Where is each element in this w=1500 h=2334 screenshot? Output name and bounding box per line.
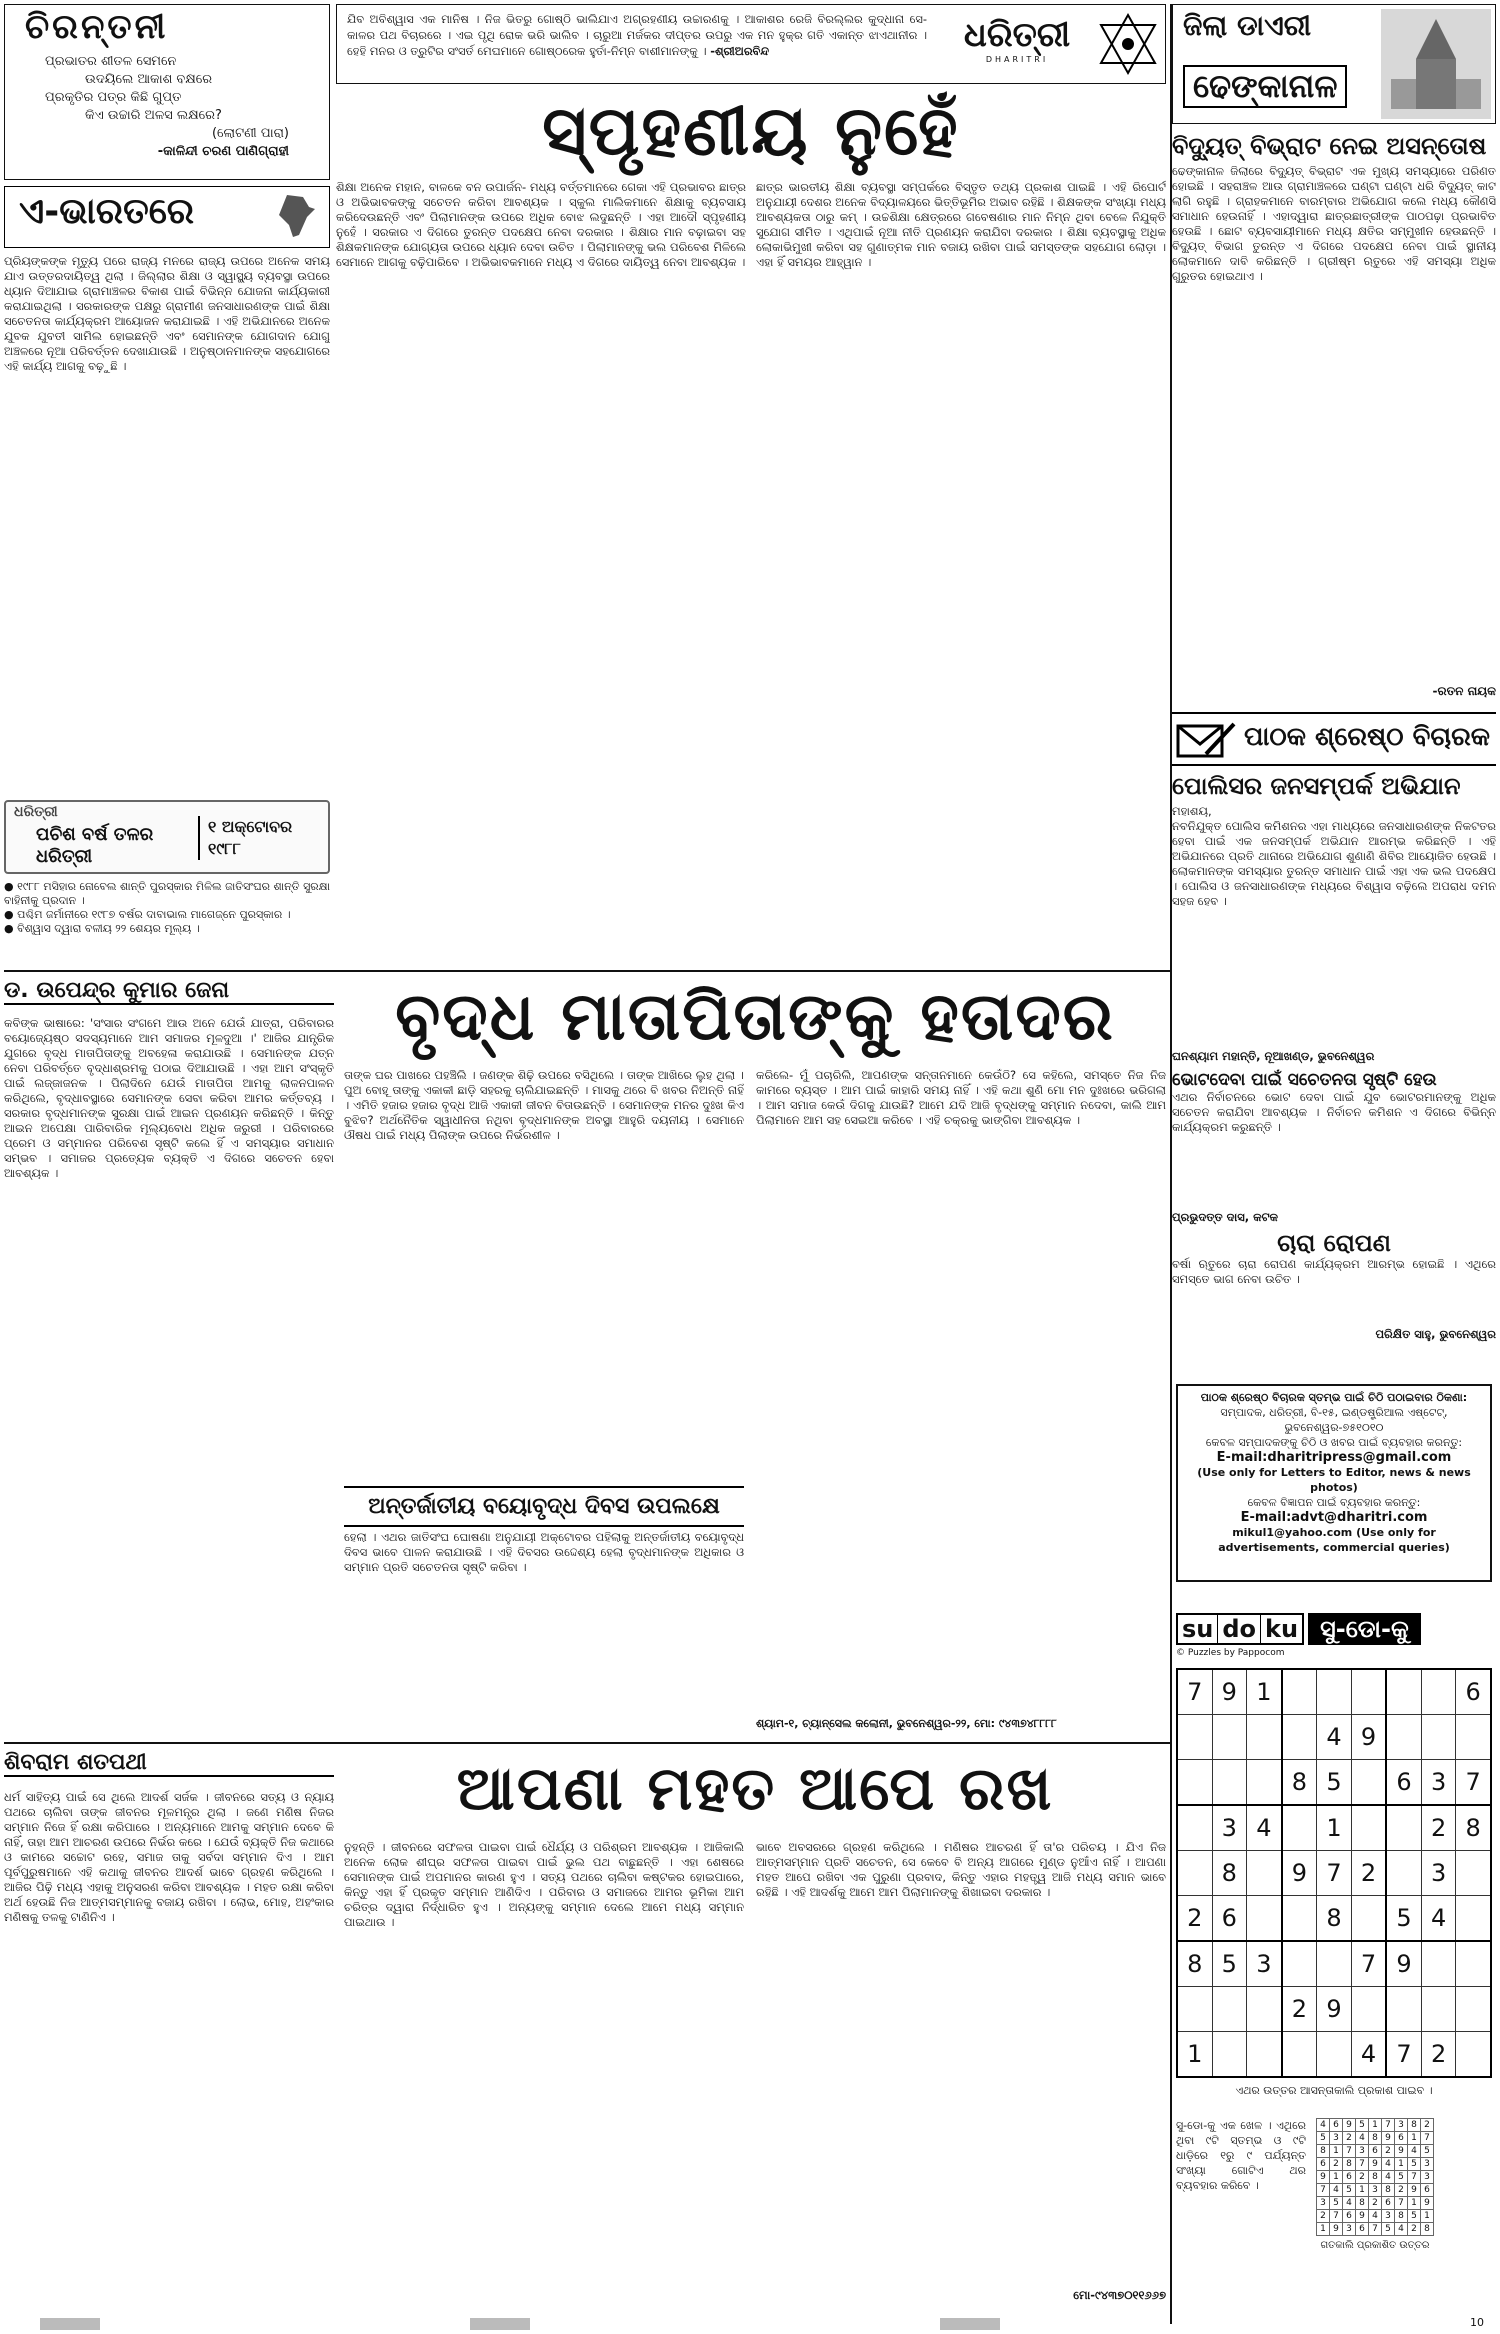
sudoku-cell[interactable] bbox=[1212, 2032, 1247, 2078]
solution-cell: 3 bbox=[1395, 2119, 1408, 2132]
vote-body: ଏଥର ନିର୍ବାଚନରେ ଭୋଟ ଦେବା ପାଇଁ ଯୁବ ଭୋଟରମାନଙ୍କୁ ଅଧିକ ସଚେତନ କରାଯିବା ଆବଶ୍ୟକ । ନିର୍ବାଚନ କମିଶନ ଏ ଦିଗରେ ବିଭିନ୍ନ କାର୍ଯ୍ୟକ୍ରମ କରୁଛନ୍ତି । bbox=[1172, 1090, 1496, 1134]
solution-cell: 6 bbox=[1343, 2210, 1356, 2223]
sudoku-cell[interactable] bbox=[1282, 2032, 1317, 2078]
divider bbox=[1170, 4, 1172, 2324]
solution-cell: 4 bbox=[1395, 2223, 1408, 2236]
chirantani-poem bbox=[5, 49, 329, 165]
sudoku-cell[interactable] bbox=[1247, 1760, 1282, 1806]
solution-cell: 4 bbox=[1382, 2171, 1395, 2184]
solution-cell: 8 bbox=[1369, 2132, 1382, 2145]
elder-signoff: ଶ୍ୟାମ-୧, ଚ୍ୟାନ୍ସେଲ କଲୋନୀ, ଭୁବନେଶ୍ୱର-୨୨, ମୋ: ୯୪୩୭୪୮୮୮୮ bbox=[756, 1717, 1057, 1730]
solution-cell: 1 bbox=[1421, 2210, 1434, 2223]
solution-cell: 7 bbox=[1421, 2132, 1434, 2145]
top-quote-text: ଯିବ ଅବିଶ୍ୱାସ ଏକ ମାନିଷ । ନିଜ ଭିତରୁ ଗୋଷ୍ଠି ଭାଲିଯାଏ ଅଗ୍ରହଣୀୟ ଉଚ୍ଚାରଣକୁ । ଆକାଶର ରେଜି ବିରଲ୍ଲର କୁଦ୍ଧାନା ସେ- କାଳର ପଥ ବିଚାରରେ । ଏଇ ପୃଥି ରୋକ ଭରି ଭାଲିବ । ଚାରୁଆ ମର୍ଜକର ଦୀପ୍ତର ଉପରୁ ଏକ ମନ ହୁକ୍ର ଗତି ଏକାନ୍ତ ଝାଏଥାନୀର । ହେହି ମନର ଓ ତ୍ରୁଟିର ସଂସର୍ତ ମେଘମାନେ ଗୋଷ୍ଠରେକ ହୁର୍ତା-ନିମ୍ନ ବାଶୀମାନଙ୍କୁ । -ଶ୍ରୀଅରବିନ୍ଦ bbox=[347, 12, 927, 58]
vote-signoff: ପ୍ରଭୁଦତ୍ତ ଦାସ, କଟକ bbox=[1172, 1210, 1279, 1224]
solution-cell: 2 bbox=[1395, 2184, 1408, 2197]
sudoku-cell[interactable]: 9 bbox=[1282, 1851, 1317, 1896]
bidyut-headline: ବିଦ୍ୟୁତ୍ ବିଭ୍ରାଟ ନେଇ ଅସନ୍ତୋଷ bbox=[1172, 132, 1487, 160]
solution-cell: 2 bbox=[1369, 2197, 1382, 2210]
letters-section bbox=[1172, 772, 1496, 1372]
solution-cell: 1 bbox=[1369, 2119, 1382, 2132]
apana-col-3: ଭାବେ ଅବସରରେ ଗ୍ରହଣ କରିଥିଲେ । ମଣିଷର ଆଚରଣ ହିଁ ତା'ର ପରିଚୟ । ଯିଏ ନିଜ ଆତ୍ମସମ୍ମାନ ପ୍ରତି ସଚେତନ, ସେ କେବେ ବି ଅନ୍ୟ ଆଗରେ ମୁଣ୍ଡ ନୁଆଁଏ ନାହିଁ । ଆପଣା ମହତ ଆପେ ରଖିବା ଏକ ପୁରୁଣା ପ୍ରବାଦ, କିନ୍ତୁ ଏହାର ମହତ୍ତ୍ୱ ଆଜି ମଧ୍ୟ ସମାନ ଭାବେ ରହିଛି । ଏହି ଆଦର୍ଶକୁ ଆମେ ଆମ ପିଲାମାନଙ୍କୁ ଶିଖାଇବା ଦରକାର । bbox=[756, 1840, 1166, 1899]
sudoku-cell[interactable]: 9 bbox=[1317, 1987, 1352, 2032]
elder-sub-body: ହେଲା । ଏଥର ଜାତିସଂଘ ଘୋଷଣା ଅନୁଯାୟୀ ଅକ୍ଟୋବର ପହିଲାକୁ ଅନ୍ତର୍ଜାତୀୟ ବୟୋବୃଦ୍ଧ ଦିବସ ଭାବେ ପାଳନ କରାଯାଉଛି । ଏହି ଦିବସର ଉଦ୍ଦେଶ୍ୟ ହେଲା ବୃଦ୍ଧମାନଙ୍କ ଅଧିକାର ଓ ସମ୍ମାନ ପ୍ରତି ସଚେତନତା ସୃଷ୍ଟି କରିବା । bbox=[344, 1530, 744, 1574]
solution-cell: 6 bbox=[1343, 2171, 1356, 2184]
chirantani-box bbox=[4, 4, 330, 180]
chirantani-title: ଚିରନ୍ତନୀ bbox=[25, 7, 169, 47]
sudoku-cell[interactable]: 4 bbox=[1421, 1896, 1456, 1942]
poem-line: କିଏ ଉଚ୍ଚାରି ଅଳସ ଲକ୍ଷରେ? bbox=[85, 108, 222, 123]
envelope-pen-icon bbox=[1176, 720, 1236, 760]
tree-headline: ଚାରା ରୋପଣ bbox=[1277, 1229, 1391, 1257]
temple-photo bbox=[1381, 9, 1491, 119]
solution-cell: 4 bbox=[1356, 2132, 1369, 2145]
solution-cell: 1 bbox=[1330, 2145, 1343, 2158]
solution-cell: 9 bbox=[1408, 2184, 1421, 2197]
sudoku-cell[interactable]: 2 bbox=[1421, 2032, 1456, 2078]
sudoku-cell[interactable]: 1 bbox=[1247, 1669, 1282, 1715]
solution-cell: 2 bbox=[1343, 2132, 1356, 2145]
dharitri-25-box bbox=[4, 800, 330, 970]
district-label: ଜିଲା ଡାଏରୀ bbox=[1183, 9, 1312, 42]
solution-cell: 8 bbox=[1343, 2158, 1356, 2171]
sudoku-cell[interactable]: 3 bbox=[1247, 1941, 1282, 1987]
sudoku-cell[interactable] bbox=[1177, 1851, 1212, 1896]
poem-line: ଉଦୟିଲେ ଆକାଶ ବକ୍ଷରେ bbox=[85, 72, 213, 87]
dharitri-25-header: ଧରିତ୍ରୀ ପଚିଶ ବର୍ଷ ତଳର ଧରିତ୍ରୀ ୧ ଅକ୍ଟୋବର ୧୯୮୮ bbox=[4, 800, 330, 874]
bidyut-section bbox=[1172, 128, 1496, 708]
sudoku-cell[interactable] bbox=[1282, 1669, 1317, 1715]
sudoku-cell[interactable]: 6 bbox=[1386, 1760, 1421, 1806]
sudoku-cell[interactable] bbox=[1351, 1669, 1386, 1715]
sudoku-brand-sub: © Puzzles by Pappocom bbox=[1176, 1648, 1285, 1658]
solution-cell: 1 bbox=[1356, 2184, 1369, 2197]
sudoku-cell[interactable] bbox=[1282, 1941, 1317, 1987]
solution-cell: 7 bbox=[1382, 2119, 1395, 2132]
tree-body: ବର୍ଷା ଋତୁରେ ଚାରା ରୋପଣ କାର୍ଯ୍ୟକ୍ରମ ଆରମ୍ଭ ହୋଇଛି । ଏଥିରେ ସମସ୍ତେ ଭାଗ ନେବା ଉଚିତ । bbox=[1172, 1257, 1496, 1286]
sudoku-cell[interactable] bbox=[1351, 1805, 1386, 1851]
sudoku-cell[interactable]: 8 bbox=[1456, 1805, 1491, 1851]
solution-cell: 2 bbox=[1356, 2171, 1369, 2184]
police-salute: ମହାଶୟ, bbox=[1172, 804, 1212, 818]
sudoku-cell[interactable]: 6 bbox=[1456, 1669, 1491, 1715]
solution-cell: 8 bbox=[1408, 2119, 1421, 2132]
sudoku-cell[interactable] bbox=[1456, 1896, 1491, 1942]
sudoku-cell[interactable]: 5 bbox=[1212, 1941, 1247, 1987]
sudoku-cell[interactable]: 1 bbox=[1317, 1805, 1352, 1851]
sudoku-cell[interactable]: 2 bbox=[1177, 1896, 1212, 1942]
contact-email1-label: କେବଳ ସମ୍ପାଦକଙ୍କୁ ଚିଠି ଓ ଖବର ପାଇଁ ବ୍ୟବହାର କରନ୍ତୁ: bbox=[1205, 1436, 1463, 1449]
sudoku-cell[interactable] bbox=[1282, 1805, 1317, 1851]
contact-box bbox=[1176, 1384, 1492, 1582]
poem-line: ପ୍ରକୃତିର ପତ୍ର କିଛି ଗୁପ୍ତ bbox=[45, 90, 182, 105]
solution-cell: 3 bbox=[1356, 2145, 1369, 2158]
elder-col-1: କବିଙ୍କ ଭାଷାରେ: 'ସଂସାର ସଂଗମେ ଆଉ ଅନେ ଯେଉଁ ଯାତ୍ରା, ପରିବାରର ବୟୋଜ୍ୟେଷ୍ଠ ସଦସ୍ୟମାନେ ଆମ ସମାଜର ମୂଳଦୁଆ ।' ଆଜିର ଯାନ୍ତ୍ରିକ ଯୁଗରେ ବୃଦ୍ଧ ମାତାପିତାଙ୍କୁ ଅବହେଳା କରାଯାଉଛି । ସେମାନଙ୍କ ଯତ୍ନ ନେବା ପରିବର୍ତ୍ତେ ବୃଦ୍ଧାଶ୍ରମକୁ ପଠାଇ ଦିଆଯାଉଛି । ଏହା ଆମ ସଂସ୍କୃତି ପାଇଁ ଲଜ୍ଜାଜନକ । ପିଲାଦିନେ ଯେଉଁ ମାତାପିତା ଆମକୁ ଲାଳନପାଳନ କରିଥିଲେ, ବୃଦ୍ଧାବସ୍ଥାରେ ସେମାନଙ୍କ ସେବା କରିବା ଆମର କର୍ତ୍ତବ୍ୟ । ସରକାର ବୃଦ୍ଧମାନଙ୍କ ସୁରକ୍ଷା ପାଇଁ ଆଇନ ପ୍ରଣୟନ କରିଛନ୍ତି । କିନ୍ତୁ ଆଇନ ଅପେକ୍ଷା ପାରିବାରିକ ମୂଲ୍ୟବୋଧ ଅଧିକ ଜରୁରୀ । ପରିବାରରେ ପ୍ରେମ ଓ ସମ୍ମାନର ପରିବେଶ ସୃଷ୍ଟି କଲେ ହିଁ ଏ ସମସ୍ୟାର ସମାଧାନ ସମ୍ଭବ । ସମାଜର ପ୍ରତ୍ୟେକ ବ୍ୟକ୍ତି ଏ ଦିଗରେ ସଚେତନ ହେବା ଆବଶ୍ୟକ । bbox=[4, 1016, 334, 1180]
solution-cell: 1 bbox=[1408, 2132, 1421, 2145]
sudoku-cell[interactable]: 3 bbox=[1212, 1805, 1247, 1851]
star-emblem-icon bbox=[1097, 11, 1159, 77]
elder-col-2: ତାଙ୍କ ଘର ପାଖରେ ପହଞ୍ଚିଲି । ଜଣଙ୍କ ଶିଢ଼ି ଉପରେ ବସିଥିଲେ । ତାଙ୍କ ଆଖିରେ ଲୁହ ଥିଲା । ପୁଅ ବୋହୂ ତାଙ୍କୁ ଏକାକୀ ଛାଡ଼ି ସହରକୁ ଚାଲିଯାଇଛନ୍ତି । ମାସକୁ ଥରେ ବି ଖବର ନିଅନ୍ତି ନାହିଁ । ଏମିତି ହଜାର ହଜାର ବୃଦ୍ଧ ଆଜି ଏକାକୀ ଜୀବନ ବିତାଉଛନ୍ତି । ସେମାନଙ୍କ ମନର ଦୁଃଖ କିଏ ବୁଝିବ? ଅର୍ଥନୈତିକ ସ୍ୱାଧୀନତା ନଥିବା ବୃଦ୍ଧମାନଙ୍କ ଅବସ୍ଥା ଆହୁରି ଦୟନୀୟ । ସେମାନେ ଔଷଧ ପାଇଁ ମଧ୍ୟ ପିଲାଙ୍କ ଉପରେ ନିର୍ଭରଶୀଳ । bbox=[344, 1068, 744, 1142]
sudoku-cell[interactable]: 3 bbox=[1421, 1851, 1456, 1896]
solution-cell: 1 bbox=[1330, 2171, 1343, 2184]
sudoku-cell[interactable] bbox=[1386, 1669, 1421, 1715]
divider bbox=[4, 970, 1170, 972]
solution-cell: 5 bbox=[1408, 2210, 1421, 2223]
sudoku-cell[interactable] bbox=[1247, 2032, 1282, 2078]
solution-cell: 4 bbox=[1317, 2119, 1330, 2132]
footer-bar-right bbox=[940, 2318, 1000, 2330]
sudoku-cell[interactable]: 5 bbox=[1317, 1760, 1352, 1806]
sudoku-cell[interactable] bbox=[1351, 1760, 1386, 1806]
solution-cell: 5 bbox=[1317, 2132, 1330, 2145]
sudoku-cell[interactable]: 2 bbox=[1421, 1805, 1456, 1851]
sudoku-cell[interactable]: 8 bbox=[1317, 1896, 1352, 1942]
sudoku-cell[interactable]: 8 bbox=[1212, 1851, 1247, 1896]
divider bbox=[4, 1742, 1170, 1744]
police-body: ନବନିଯୁକ୍ତ ପୋଲିସ କମିଶନର ଏହା ମାଧ୍ୟରେ ଜନସାଧାରଣଙ୍କ ନିକଟତର ହେବା ପାଇଁ ଏକ ଜନସମ୍ପର୍କ ଅଭିଯାନ ଆରମ୍ଭ କରିଛନ୍ତି । ଏହି ଅଭିଯାନରେ ପ୍ରତି ଥାନାରେ ଅଭିଯୋଗ ଶୁଣାଣି ଶିବିର ଆୟୋଜିତ ହେଉଛି । ଲୋକମାନଙ୍କ ସମସ୍ୟାର ତୁରନ୍ତ ସମାଧାନ ପାଇଁ ଏହା ଏକ ଭଲ ପଦକ୍ଷେପ । ପୋଲିସ ଓ ଜନସାଧାରଣଙ୍କ ମଧ୍ୟରେ ବିଶ୍ୱାସ ବଢ଼ିଲେ ଅପରାଧ ଦମନ ସହଜ ହେବ । bbox=[1172, 819, 1496, 908]
contact-email2[interactable]: E-mail:advt@dharitri.com bbox=[1240, 1510, 1428, 1525]
sudoku-cell[interactable]: 7 bbox=[1386, 2032, 1421, 2078]
sudoku-cell[interactable] bbox=[1212, 1715, 1247, 1760]
lead-headline: ସ୍ପୃହଣୀୟ ନୁହେଁ bbox=[542, 92, 960, 171]
sudoku-cell[interactable] bbox=[1421, 1987, 1456, 2032]
top-quote-box bbox=[336, 4, 1166, 84]
solution-cell: 3 bbox=[1382, 2210, 1395, 2223]
solution-cell: 9 bbox=[1356, 2210, 1369, 2223]
solution-cell: 3 bbox=[1421, 2158, 1434, 2171]
solution-cell: 2 bbox=[1421, 2119, 1434, 2132]
solution-cell: 6 bbox=[1395, 2132, 1408, 2145]
solution-cell: 5 bbox=[1330, 2197, 1343, 2210]
sudoku-cell[interactable] bbox=[1247, 1896, 1282, 1942]
solution-cell: 5 bbox=[1356, 2119, 1369, 2132]
poem-source: (ଲୋଟଣୀ ପାରା) bbox=[211, 126, 289, 141]
sudoku-cell[interactable] bbox=[1456, 1987, 1491, 2032]
sudoku-cell[interactable]: 7 bbox=[1317, 1851, 1352, 1896]
district-diary-box bbox=[1172, 4, 1496, 124]
sudoku-cell[interactable]: 9 bbox=[1212, 1669, 1247, 1715]
solution-cell: 9 bbox=[1317, 2171, 1330, 2184]
elder-col-3: କରିଲେ- ମୁଁ ପଚାରିଲି, ଆପଣଙ୍କ ସନ୍ତାନମାନେ କେଉଁଠି? ସେ କହିଲେ, ସମସ୍ତେ ନିଜ ନିଜ କାମରେ ବ୍ୟସ୍ତ । ଆମ ପାଇଁ କାହାରି ସମୟ ନାହିଁ । ଏହି କଥା ଶୁଣି ମୋ ମନ ଦୁଃଖରେ ଭରିଗଲା । ଆମ ସମାଜ କେଉଁ ଦିଗକୁ ଯାଉଛି? ଆମେ ଯଦି ଆଜି ବୃଦ୍ଧଙ୍କୁ ସମ୍ମାନ ନଦେବା, କାଲି ଆମ ପିଲାମାନେ ଆମ ସହ ସେଇଆ କରିବେ । ଏହି ଚକ୍ରକୁ ଭାଙ୍ଗିବା ଆବଶ୍ୟକ । bbox=[756, 1068, 1166, 1127]
e-bharat-section bbox=[4, 186, 330, 796]
sudoku-cell[interactable] bbox=[1177, 1760, 1212, 1806]
tree-signoff: ପରିକ୍ଷିତ ସାହୁ, ଭୁବନେଶ୍ୱର bbox=[1375, 1327, 1496, 1341]
sudoku-cell[interactable] bbox=[1386, 1851, 1421, 1896]
solution-cell: 9 bbox=[1421, 2197, 1434, 2210]
sudoku-cell[interactable] bbox=[1456, 2032, 1491, 2078]
footer-bar-left bbox=[40, 2318, 100, 2330]
solution-cell: 6 bbox=[1382, 2197, 1395, 2210]
sudoku-cell[interactable]: 2 bbox=[1351, 1851, 1386, 1896]
sudoku-cell[interactable]: 4 bbox=[1351, 2032, 1386, 2078]
solution-cell: 5 bbox=[1408, 2158, 1421, 2171]
contact-email1[interactable]: E-mail:dharitripress@gmail.com bbox=[1216, 1450, 1452, 1465]
apana-col-2: ନୁହନ୍ତି । ଜୀବନରେ ସଫଳତା ପାଇବା ପାଇଁ ଧୈର୍ଯ୍ୟ ଓ ପରିଶ୍ରମ ଆବଶ୍ୟକ । ଆଜିକାଲି ଅନେକ ଲୋକ ଶୀଘ୍ର ସଫଳତା ପାଇବା ପାଇଁ ଭୁଲ ପଥ ବାଛୁଛନ୍ତି । ଏହା ଶେଷରେ ସେମାନଙ୍କ ପାଇଁ ଅପମାନର କାରଣ ହୁଏ । ସତ୍ୟ ପଥରେ ଚାଲିବା କଷ୍ଟକର ହୋଇପାରେ, କିନ୍ତୁ ଏହା ହିଁ ପ୍ରକୃତ ସମ୍ମାନ ଆଣିଦିଏ । ପରିବାର ଓ ସମାଜରେ ଆମର ଭୂମିକା ଆମ ଚରିତ୍ର ଦ୍ୱାରା ନିର୍ଦ୍ଧାରିତ ହୁଏ । ଅନ୍ୟଙ୍କୁ ସମ୍ମାନ ଦେଲେ ଆମେ ମଧ୍ୟ ସମ୍ମାନ ପାଇଥାଉ । bbox=[344, 1840, 744, 1929]
sudoku-section bbox=[1176, 1604, 1492, 2324]
sudoku-cell[interactable] bbox=[1421, 1669, 1456, 1715]
sudoku-cell[interactable] bbox=[1247, 1851, 1282, 1896]
solution-cell: 6 bbox=[1330, 2119, 1343, 2132]
sudoku-cell[interactable] bbox=[1386, 1715, 1421, 1760]
bullet-item: ● ବିଶ୍ୱାସ ଦ୍ୱାରା ବଳୀୟ ୨୨ ଶେୟର ମୂଲ୍ୟ । bbox=[4, 922, 200, 935]
solution-cell: 5 bbox=[1395, 2171, 1408, 2184]
sudoku-cell[interactable]: 5 bbox=[1386, 1896, 1421, 1942]
sudoku-cell[interactable] bbox=[1282, 1896, 1317, 1942]
solution-cell: 7 bbox=[1395, 2197, 1408, 2210]
poem-author: -କାଳିନ୍ଦୀ ଚରଣ ପାଣିଗ୍ରାହୀ bbox=[157, 144, 289, 159]
solution-cell: 7 bbox=[1317, 2184, 1330, 2197]
bullet-item: ● ପଶ୍ଚିମ ଜର୍ମାନୀରେ ୧୯୮୭ ବର୍ଷର ଦାବାଭାଲ ମାଗେଜ୍‌ନେ ପୁରସ୍କାର । bbox=[4, 908, 291, 921]
solution-cell: 7 bbox=[1356, 2158, 1369, 2171]
sudoku-cell[interactable]: 7 bbox=[1351, 1941, 1386, 1987]
solution-cell: 2 bbox=[1408, 2223, 1421, 2236]
elder-headline: ବୃଦ୍ଧ ମାତାପିତାଙ୍କୁ ହତାଦର bbox=[395, 978, 1115, 1055]
e-bharat-header: ଏ-ଭାରତରେ bbox=[4, 186, 330, 248]
sudoku-cell[interactable] bbox=[1177, 1805, 1212, 1851]
solution-cell: 4 bbox=[1343, 2197, 1356, 2210]
sudoku-cell[interactable] bbox=[1317, 1941, 1352, 1987]
sudoku-cell[interactable] bbox=[1177, 1715, 1212, 1760]
sudoku-cell[interactable]: 7 bbox=[1177, 1669, 1212, 1715]
sudoku-cell[interactable] bbox=[1177, 1987, 1212, 2032]
contact-email1-note: (Use only for Letters to Editor, news & news photos) bbox=[1197, 1466, 1471, 1494]
sudoku-cell[interactable] bbox=[1386, 1805, 1421, 1851]
solution-cell: 8 bbox=[1395, 2210, 1408, 2223]
solution-cell: 9 bbox=[1330, 2223, 1343, 2236]
sudoku-cell[interactable] bbox=[1456, 1941, 1491, 1987]
solution-cell: 8 bbox=[1382, 2184, 1395, 2197]
solution-cell: 3 bbox=[1343, 2223, 1356, 2236]
solution-cell: 2 bbox=[1317, 2210, 1330, 2223]
sudoku-brand: su do ku ସୁ-ଡୋ-କୁ bbox=[1176, 1604, 1492, 1654]
page-number: 10 bbox=[1470, 2316, 1484, 2329]
solution-cell: 7 bbox=[1330, 2210, 1343, 2223]
solution-cell: 2 bbox=[1330, 2158, 1343, 2171]
poem-line: ପ୍ରଭାତର ଶୀତଳ ସେମନେ bbox=[45, 54, 177, 69]
solution-cell: 4 bbox=[1408, 2145, 1421, 2158]
solution-cell: 2 bbox=[1382, 2145, 1395, 2158]
solution-cell: 1 bbox=[1317, 2223, 1330, 2236]
sudoku-cell[interactable] bbox=[1351, 1896, 1386, 1942]
sudoku-cell[interactable]: 1 bbox=[1177, 2032, 1212, 2078]
sudoku-cell[interactable] bbox=[1247, 1987, 1282, 2032]
solution-cell: 9 bbox=[1343, 2119, 1356, 2132]
sudoku-rules: ସୁ-ଡୋ-କୁ ଏକ ଖେଳ । ଏଥିରେ ଥିବା ୯ଟି ସ୍ତମ୍ଭ ଓ ୯ଟି ଧାଡ଼ିରେ ୧ରୁ ୯ ପର୍ଯ୍ୟନ୍ତ ସଂଖ୍ୟା ଗୋଟିଏ ଥର ବ୍ୟବହାର କରିବେ । bbox=[1176, 2119, 1306, 2192]
solution-cell: 5 bbox=[1421, 2145, 1434, 2158]
apana-signoff: ମୋ-୯୪୩୭୦୧୧୬୬୭ bbox=[1073, 2288, 1166, 2302]
bidyut-body: ଢେଙ୍କାନାଳ ଜିଲାରେ ବିଦ୍ୟୁତ୍ ବିଭ୍ରାଟ ଏକ ମୁଖ୍ୟ ସମସ୍ୟାରେ ପରିଣତ ହୋଇଛି । ସହରାଞ୍ଚଳ ଆଉ ଗ୍ରାମାଞ୍ଚଳରେ ଘଣ୍ଟା ଘଣ୍ଟା ଧରି ବିଦ୍ୟୁତ୍ କାଟ ଲାଗି ରହୁଛି । ଗ୍ରାହକମାନେ ବାରମ୍ବାର ଅଭିଯୋଗ କଲେ ମଧ୍ୟ କୌଣସି ସମାଧାନ ହେଉନାହିଁ । ଏହାଦ୍ୱାରା ଛାତ୍ରଛାତ୍ରୀଙ୍କ ପାଠପଢ଼ା ପ୍ରଭାବିତ ହେଉଛି । ଛୋଟ ବ୍ୟବସାୟୀମାନେ ମଧ୍ୟ କ୍ଷତିର ସମ୍ମୁଖୀନ ହେଉଛନ୍ତି । ବିଦ୍ୟୁତ୍ ବିଭାଗ ତୁରନ୍ତ ଏ ଦିଗରେ ପଦକ୍ଷେପ ନେବା ପାଇଁ ସ୍ଥାନୀୟ ଲୋକମାନେ ଦାବି କରିଛନ୍ତି । ଗ୍ରୀଷ୍ମ ଋତୁରେ ଏହି ସମସ୍ୟା ଅଧିକ ଗୁରୁତର ହୋଇଥାଏ । bbox=[1172, 164, 1496, 283]
solution-cell: 8 bbox=[1369, 2171, 1382, 2184]
masthead-logo: ଧରିତ୍ରୀ DHARITRI bbox=[963, 15, 1071, 64]
quote-author: -ଶ୍ରୀଅରବିନ୍ଦ bbox=[710, 44, 770, 58]
solution-cell: 4 bbox=[1369, 2210, 1382, 2223]
solution-cell: 8 bbox=[1421, 2223, 1434, 2236]
solution-cell: 6 bbox=[1421, 2184, 1434, 2197]
solution-cell: 4 bbox=[1382, 2158, 1395, 2171]
solution-cell: 9 bbox=[1395, 2145, 1408, 2158]
sudoku-grid[interactable] bbox=[1176, 1668, 1492, 2078]
solution-cell: 3 bbox=[1317, 2197, 1330, 2210]
solution-cell: 3 bbox=[1330, 2132, 1343, 2145]
bullet-item: ● ୧୯୮୮ ମସିହାର ନୋବେଲ ଶାନ୍ତି ପୁରସ୍କାର ମିଳିଲ ଜାତିସଂଘର ଶାନ୍ତି ସୁରକ୍ଷା ବାହିନୀକୁ ପ୍ରଦାନ । bbox=[4, 880, 330, 907]
solution-cell: 4 bbox=[1330, 2184, 1343, 2197]
solution-cell: 1 bbox=[1408, 2197, 1421, 2210]
pathaka-header: ପାଠକ ଶ୍ରେଷ୍ଠ ବିଚାରକ bbox=[1172, 712, 1496, 766]
sudoku-cell[interactable] bbox=[1317, 1669, 1352, 1715]
sudoku-cell[interactable] bbox=[1456, 1851, 1491, 1896]
e-bharat-body: ପ୍ରିୟଙ୍କଙ୍କ ମୃତ୍ୟୁ ପରେ ରାଜ୍ୟ ମନରେ ରାଜ୍ୟ ଉପରେ ଅନେକ ସମୟ ଯାଏ ଉତ୍ତରଦାୟିତ୍ୱ ଥିଲା । ଜିଲ୍ଲାର ଶିକ୍ଷା ଓ ସ୍ୱାସ୍ଥ୍ୟ ବ୍ୟବସ୍ଥା ଉପରେ ଧ୍ୟାନ ଦିଆଯାଇ ଗ୍ରାମାଞ୍ଚଳର ବିକାଶ ପାଇଁ ବିଭିନ୍ନ ଯୋଜନା କାର୍ଯ୍ୟକାରୀ କରାଯାଇଥିଲା । ସରକାରଙ୍କ ପକ୍ଷରୁ ଗ୍ରାମୀଣ ଜନସାଧାରଣଙ୍କ ପାଇଁ ଶିକ୍ଷା ସଚେତନତା କାର୍ଯ୍ୟକ୍ରମ ଆୟୋଜନ କରାଯାଇଛି । ଏହି ଅଭିଯାନରେ ଅନେକ ଯୁବକ ଯୁବତୀ ସାମିଲ ହୋଇଛନ୍ତି ଏବଂ ସେମାନଙ୍କ ଯୋଗଦାନ ଯୋଗୁ ଅଞ୍ଚଳରେ ନୂଆ ପରିବର୍ତ୍ତନ ଦେଖାଯାଉଛି । ଅନୁଷ୍ଠାନମାନଙ୍କ ସହଯୋଗରେ ଏହି କାର୍ଯ୍ୟ ଆଗକୁ ବଢ଼ୁଛି । bbox=[4, 254, 330, 373]
dharitri-25-bullets bbox=[4, 880, 330, 936]
solution-cell: 6 bbox=[1369, 2145, 1382, 2158]
sudoku-cell[interactable]: 8 bbox=[1282, 1760, 1317, 1806]
solution-cell: 7 bbox=[1408, 2171, 1421, 2184]
sudoku-cell[interactable] bbox=[1351, 1987, 1386, 2032]
contact-email2-label: କେବଳ ବିଜ୍ଞାପନ ପାଇଁ ବ୍ୟବହାର କରନ୍ତୁ: bbox=[1247, 1496, 1421, 1509]
lead-col-2: ଛାତ୍ର ଭାରତୀୟ ଶିକ୍ଷା ବ୍ୟବସ୍ଥା ସମ୍ପର୍କରେ ବିସ୍ତୃତ ତଥ୍ୟ ପ୍ରକାଶ ପାଇଛି । ଏହି ରିପୋର୍ଟ ଅନୁଯାୟୀ ଦେଶର ଅନେକ ବିଦ୍ୟାଳୟରେ ଭିତ୍ତିଭୂମିର ଅଭାବ ରହିଛି । ଶିକ୍ଷକଙ୍କ ସଂଖ୍ୟା ମଧ୍ୟ ଆବଶ୍ୟକତା ଠାରୁ କମ୍ । ଉଚ୍ଚଶିକ୍ଷା କ୍ଷେତ୍ରରେ ଗବେଷଣାର ମାନ ନିମ୍ନ ଥିବା ବେଳେ ନିଯୁକ୍ତି ସୁଯୋଗ ସୀମିତ । ଏଥିପାଇଁ ନୂଆ ନୀତି ପ୍ରଣୟନ କରାଯିବା ଦରକାର । ଶିକ୍ଷା ବ୍ୟବସ୍ଥାକୁ ଅଧିକ ଲୋକାଭିମୁଖୀ କରିବା ସହ ଗୁଣାତ୍ମକ ମାନ ବଜାୟ ରଖିବା ପାଇଁ ସମସ୍ତଙ୍କ ସହଯୋଗ ଲୋଡ଼ା । ଏହା ହିଁ ସମୟର ଆହ୍ୱାନ । bbox=[756, 180, 1166, 269]
sudoku-cell[interactable]: 6 bbox=[1212, 1896, 1247, 1942]
contact-email2-note: advertisements, commercial queries) bbox=[1218, 1541, 1450, 1554]
sudoku-cell[interactable] bbox=[1212, 1987, 1247, 2032]
police-signoff: ଘନଶ୍ୟାମ ମହାନ୍ତି, ନୂଆଖଣ୍ଡ, ଭୁବନେଶ୍ୱର bbox=[1172, 1049, 1375, 1063]
bidyut-author: -ରତନ ନାୟକ bbox=[1432, 684, 1496, 698]
sudoku-cell[interactable] bbox=[1212, 1760, 1247, 1806]
india-map-icon bbox=[269, 191, 319, 241]
solution-cell: 3 bbox=[1369, 2184, 1382, 2197]
contact-heading: ପାଠକ ଶ୍ରେଷ୍ଠ ବିଚାରକ ସ୍ତମ୍ଭ ପାଇଁ ଚିଠି ପଠାଇବାର ଠିକଣା: bbox=[1200, 1391, 1468, 1404]
elder-author: ଡ. ଉପେନ୍ଦ୍ର କୁମାର ଜେନା bbox=[4, 978, 334, 1005]
police-headline: ପୋଲିସର ଜନସମ୍ପର୍କ ଅଭିଯାନ bbox=[1172, 772, 1461, 800]
solution-cell: 8 bbox=[1317, 2145, 1330, 2158]
solution-cell: 3 bbox=[1421, 2171, 1434, 2184]
sudoku-cell[interactable]: 2 bbox=[1282, 1987, 1317, 2032]
sudoku-cell[interactable] bbox=[1317, 2032, 1352, 2078]
sudoku-cell[interactable] bbox=[1421, 1715, 1456, 1760]
sudoku-cell[interactable]: 4 bbox=[1317, 1715, 1352, 1760]
contact-address: ସମ୍ପାଦକ, ଧରିତ୍ରୀ, ବି-୧୫, ଇଣ୍ଡଷ୍ଟ୍ରିଆଲ ଏଷ୍ଟେଟ୍, ଭୁବନେଶ୍ୱର-୭୫୧୦୧୦ bbox=[1220, 1406, 1448, 1434]
footer-bar-center bbox=[470, 2318, 530, 2330]
apana-col-1: ଧର୍ମ ସାହିତ୍ୟ ପାଇଁ ସେ ଥିଲେ ଆଦର୍ଶ ସର୍ଜକ । ଜୀବନରେ ସତ୍ୟ ଓ ନ୍ୟାୟ ପଥରେ ଚାଲିବା ତାଙ୍କ ଜୀବନର ମୂଳମନ୍ତ୍ର ଥିଲା । ଜଣେ ମଣିଷ ନିଜର ସମ୍ମାନ ନିଜେ ହିଁ ରକ୍ଷା କରିପାରେ । ଅନ୍ୟମାନେ ଆମକୁ ସମ୍ମାନ ଦେବେ କି ନାହିଁ, ତାହା ଆମ ଆଚରଣ ଉପରେ ନିର୍ଭର କରେ । ଯେଉଁ ବ୍ୟକ୍ତି ନିଜ କଥାରେ ଓ କାମରେ ସଚ୍ଚୋଟ ରହେ, ସମାଜ ତାକୁ ସର୍ବଦା ସମ୍ମାନ ଦିଏ । ଆମ ପୂର୍ବପୁରୁଷମାନେ ଏହି କଥାକୁ ଜୀବନର ଆଦର୍ଶ ଭାବେ ଗ୍ରହଣ କରିଥିଲେ । ଆଜିର ପିଢ଼ି ମଧ୍ୟ ଏହାକୁ ଅନୁସରଣ କରିବା ଆବଶ୍ୟକ । ମହତ ରକ୍ଷା କରିବା ଅର୍ଥ ହେଉଛି ନିଜ ଆତ୍ମସମ୍ମାନକୁ ବଜାୟ ରଖିବା । ଲୋଭ, ମୋହ, ଅହଂକାର ମଣିଷକୁ ତଳକୁ ଟାଣିନିଏ । bbox=[4, 1790, 334, 1924]
solution-cell: 6 bbox=[1317, 2158, 1330, 2171]
solution-cell: 8 bbox=[1356, 2197, 1369, 2210]
solution-cell: 9 bbox=[1382, 2132, 1395, 2145]
district-name: ଢେଙ୍କାନାଳ bbox=[1183, 65, 1347, 108]
sudoku-cell[interactable]: 7 bbox=[1456, 1760, 1491, 1806]
solution-cell: 1 bbox=[1395, 2158, 1408, 2171]
solution-cell: 5 bbox=[1343, 2184, 1356, 2197]
dharitri-25-date: ୧ ଅକ୍ଟୋବର ୧୯୮୮ bbox=[198, 816, 318, 860]
sudoku-cell[interactable] bbox=[1247, 1715, 1282, 1760]
solution-cell: 7 bbox=[1343, 2145, 1356, 2158]
solution-cell: 9 bbox=[1369, 2158, 1382, 2171]
sudoku-cell[interactable] bbox=[1456, 1715, 1491, 1760]
sudoku-cell[interactable]: 3 bbox=[1421, 1760, 1456, 1806]
apana-author: ଶିବରାମ ଶତପଥୀ bbox=[4, 1750, 334, 1777]
sudoku-cell[interactable]: 9 bbox=[1351, 1715, 1386, 1760]
sudoku-answer-note: ଏଥର ଉତ୍ତର ଆସନ୍ତାକାଲି ପ୍ରକାଶ ପାଇବ । bbox=[1235, 2084, 1433, 2097]
lead-col-1: ଶିକ୍ଷା ଅନେକ ମହାନ, ବାଳକେ ବନ ଉପାର୍ଜନ- ମଧ୍ୟ ବର୍ତ୍ତମାନରେ ଗେକା ଏହି ପ୍ରଭାବର ଛାତ୍ର ଓ ଅଭିଭାବକଙ୍କୁ ସଚେତନ କରିବା ଆବଶ୍ୟକ । ସ୍କୁଲ ମାଲିକମାନେ ଶିକ୍ଷାକୁ ବ୍ୟବସାୟ କରିଦେଉଛନ୍ତି ଏବଂ ପିଲାମାନଙ୍କ ଉପରେ ଅଧିକ ବୋଝ ଲଦୁଛନ୍ତି । ଏହା ଆଦୌ ସ୍ପୃହଣୀୟ ନୁହେଁ । ସରକାର ଏ ଦିଗରେ ତୁରନ୍ତ ପଦକ୍ଷେପ ନେବା ଦରକାର । ଶିକ୍ଷାର ମାନ ବଢ଼ାଇବା ସହ ଶିକ୍ଷକମାନଙ୍କ ଯୋଗ୍ୟତା ଉପରେ ଧ୍ୟାନ ଦେବା ଉଚିତ । ପିଲାମାନଙ୍କୁ ଭଲ ପରିବେଶ ମିଳିଲେ ସେମାନେ ଆଗକୁ ବଢ଼ିପାରିବେ । ଅଭିଭାବକମାନେ ମଧ୍ୟ ଏ ଦିଗରେ ଦାୟିତ୍ୱ ନେବା ଆବଶ୍ୟକ । bbox=[336, 180, 746, 269]
sudoku-cell[interactable]: 8 bbox=[1177, 1941, 1212, 1987]
apana-headline: ଆପଣା ମହତ ଆପେ ରଖ bbox=[456, 1754, 1054, 1824]
elder-subhead: ଅନ୍ତର୍ଜାତୀୟ ବୟୋବୃଦ୍ଧ ଦିବସ ଉପଲକ୍ଷେ bbox=[344, 1486, 744, 1527]
sudoku-solution-label: ଗତକାଲି ପ୍ରକାଶିତ ଉତ୍ତର bbox=[1320, 2240, 1430, 2251]
solution-cell: 7 bbox=[1369, 2223, 1382, 2236]
sudoku-cell[interactable] bbox=[1282, 1715, 1317, 1760]
sudoku-cell[interactable]: 4 bbox=[1247, 1805, 1282, 1851]
sudoku-solution-grid bbox=[1316, 2118, 1434, 2236]
solution-cell: 6 bbox=[1356, 2223, 1369, 2236]
solution-cell: 5 bbox=[1382, 2223, 1395, 2236]
contact-email2b[interactable]: mikul1@yahoo.com (Use only for bbox=[1232, 1526, 1436, 1539]
sudoku-cell[interactable]: 9 bbox=[1386, 1941, 1421, 1987]
sudoku-cell[interactable] bbox=[1386, 1987, 1421, 2032]
sudoku-cell[interactable] bbox=[1421, 1941, 1456, 1987]
vote-headline: ଭୋଟଦେବା ପାଇଁ ସଚେତନତା ସୃଷ୍ଟି ହେଉ bbox=[1172, 1070, 1437, 1090]
